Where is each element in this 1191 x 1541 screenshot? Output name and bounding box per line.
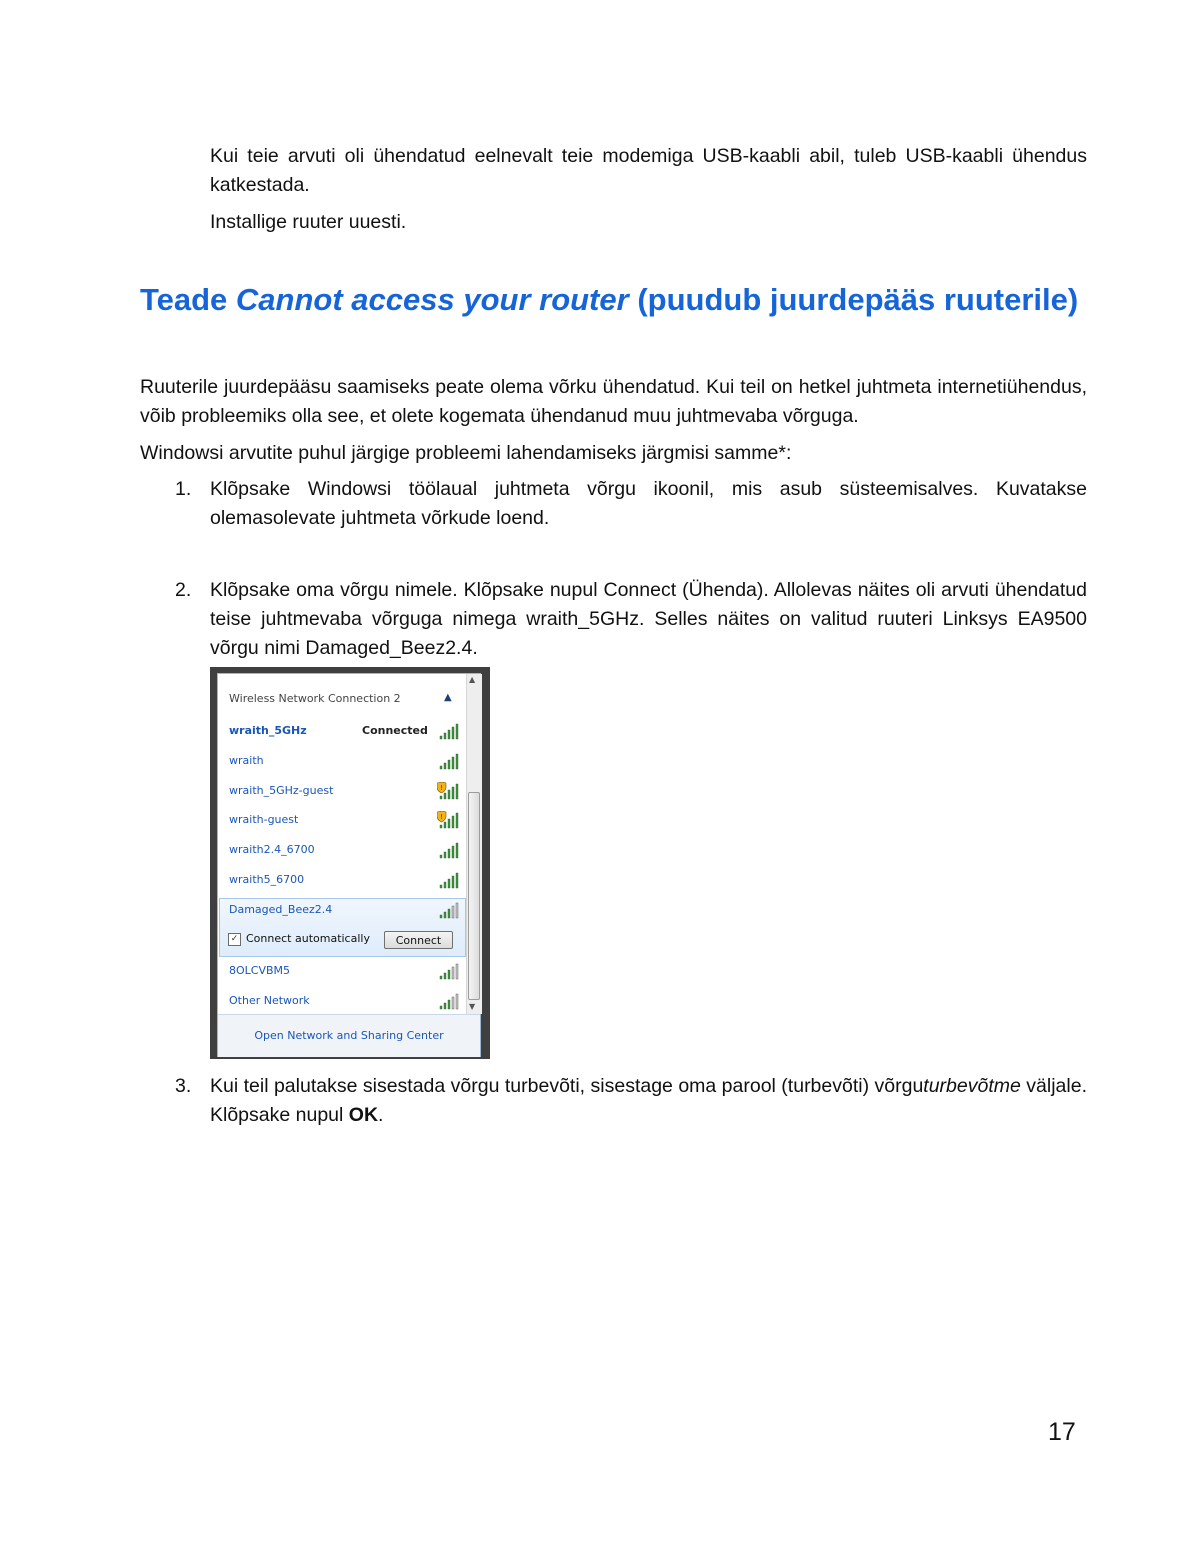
network-name: wraith	[229, 754, 264, 767]
network-item[interactable]	[229, 901, 459, 921]
network-item[interactable]	[229, 722, 459, 742]
intro-paragraph-1: Kui teie arvuti oli ühendatud eelnevalt teie modemiga USB-kaabli abil, tuleb USB-kaabli ühendus katkestada.	[210, 145, 1087, 196]
network-name: wraith_5GHz	[229, 724, 307, 737]
network-item[interactable]	[229, 782, 459, 802]
svg-text:!: !	[440, 784, 444, 792]
scroll-up-arrow-icon[interactable]: ▲	[469, 675, 476, 684]
flyout-footer	[218, 1014, 480, 1057]
step-number-1: 1.	[175, 478, 192, 500]
signal-strength-icon	[437, 962, 459, 980]
svg-text:!: !	[440, 813, 444, 821]
network-item[interactable]	[229, 871, 459, 891]
network-name: Other Network	[229, 994, 310, 1007]
open-network-sharing-center-link[interactable]: Open Network and Sharing Center	[254, 1029, 444, 1042]
network-name: wraith-guest	[229, 813, 299, 826]
page-number: 17	[1048, 1418, 1076, 1446]
signal-strength-icon	[437, 841, 459, 859]
signal-strength-icon	[437, 871, 459, 889]
wireless-flyout-panel	[217, 673, 481, 1057]
signal-strength-icon	[437, 782, 459, 800]
network-name: 8OLCVBM5	[229, 964, 291, 977]
signal-strength-icon	[437, 992, 459, 1010]
connect-automatically-checkbox[interactable]: ✓	[228, 933, 241, 946]
step-number-2: 2.	[175, 579, 192, 601]
network-item[interactable]	[229, 811, 459, 831]
network-list-screenshot	[210, 667, 490, 1059]
signal-strength-icon	[437, 811, 459, 829]
connect-button[interactable]: Connect	[384, 931, 453, 949]
network-item[interactable]	[229, 752, 459, 772]
scrollbar-thumb[interactable]	[468, 792, 480, 1000]
network-name: wraith2.4_6700	[229, 843, 315, 856]
step-text-3: Kui teil palutakse sisestada võrgu turbevõti, sisestage oma parool (turbevõti) võrguturbevõtme väljale. Klõpsake nupul OK.	[210, 1075, 1087, 1126]
network-item[interactable]	[229, 841, 459, 861]
step-number-3: 3.	[175, 1075, 192, 1097]
body-paragraph-1: Ruuterile juurdepääsu saamiseks peate olema võrku ühendatud. Kui teil on hetkel juhtmeta internetiühendus, võib probleemiks olla see, et olete kogemata ühendanud muu juhtmevaba võrguga.	[140, 376, 1087, 427]
connection-header: Wireless Network Connection 2	[229, 692, 401, 705]
network-name: Damaged_Beez2.4	[229, 903, 333, 916]
network-name: wraith5_6700	[229, 873, 305, 886]
network-item[interactable]	[229, 992, 459, 1012]
signal-strength-icon	[437, 752, 459, 770]
intro-paragraph-2: Installige ruuter uuesti.	[210, 211, 407, 233]
signal-strength-icon	[437, 901, 459, 919]
network-name: wraith_5GHz-guest	[229, 784, 334, 797]
signal-strength-icon	[437, 722, 459, 740]
step-text-2: Klõpsake oma võrgu nimele. Klõpsake nupul Connect (Ühenda). Allolevas näites oli arvuti ühendatud teise juhtmevaba võrguga nimega wraith_5GHz. Selles näites on valitud ruuteri Linksys EA9500 võrgu nimi Damaged_Beez2.4.	[210, 579, 1087, 659]
scroll-down-arrow-icon[interactable]: ▼	[469, 1002, 476, 1011]
connect-automatically-label: Connect automatically	[246, 932, 370, 945]
step-text-1: Klõpsake Windowsi töölaual juhtmeta võrgu ikoonil, mis asub süsteemisalves. Kuvatakse olemasolevate juhtmeta võrkude loend.	[210, 478, 1087, 529]
body-paragraph-2: Windowsi arvutite puhul järgige probleemi lahendamiseks järgmisi samme*:	[140, 442, 792, 464]
connected-status: Connected	[362, 724, 428, 737]
section-heading: Teade Cannot access your router (puudub juurdepääs ruuterile)	[140, 282, 1079, 317]
network-item[interactable]	[229, 962, 459, 982]
collapse-caret-icon[interactable]: ▲	[444, 692, 452, 703]
scrollbar[interactable]	[466, 674, 482, 1014]
